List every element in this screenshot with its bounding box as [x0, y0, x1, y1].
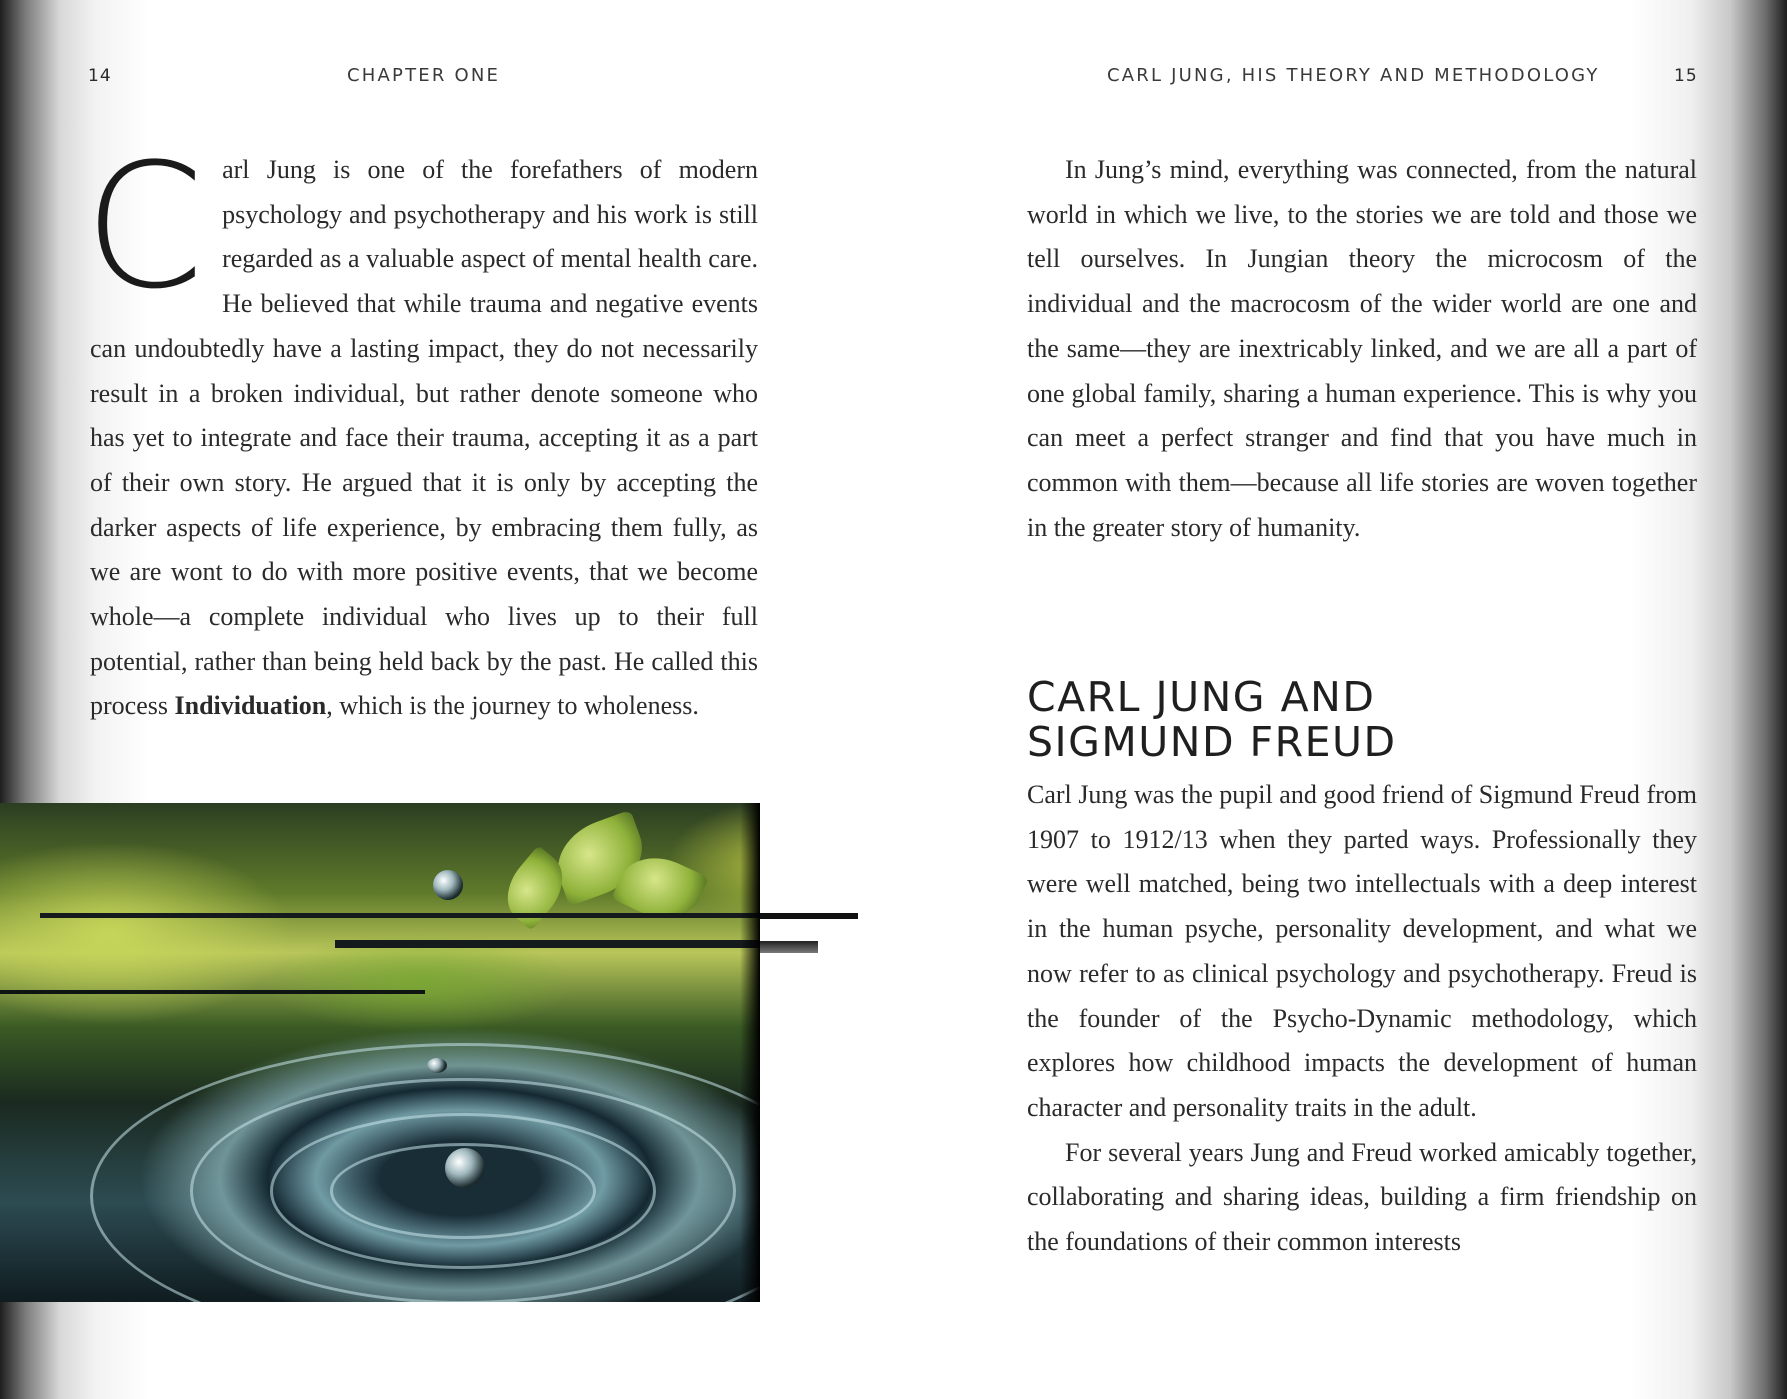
section-heading-line-2: SIGMUND FREUD — [1027, 718, 1397, 766]
water-drop — [445, 1148, 485, 1188]
water-drop — [427, 1058, 447, 1073]
drop-cap: C — [84, 126, 205, 327]
intro-paragraph — [84, 126, 758, 729]
running-head-right: CARL JUNG, HIS THEORY AND METHODOLOGY — [1107, 65, 1600, 86]
page-number-right: 15 — [1674, 66, 1698, 86]
water-drop — [433, 870, 463, 900]
intro-text-end: , which is the journey to wholeness. — [326, 691, 699, 721]
ripple-ring — [90, 1043, 760, 1302]
running-head-left: CHAPTER ONE — [347, 65, 501, 86]
water-droplet-photo — [0, 803, 760, 1302]
connection-paragraph: In Jung’s mind, everything was connected, from the natural world in which we live, to the stories we are told and those we tell ourselves. In Jungian theory the microcosm of the individual and the macrocosm of the wider world are one and the same—they are inextricably linked, and we are all a part of one global family, sharing a human experience. This is why you can meet a perfect stranger and find that you have much in common with them—because all life stories are woven together in the greater story of humanity. — [1027, 155, 1697, 542]
individuation-term: Individuation — [174, 691, 327, 721]
glitch-band — [335, 940, 760, 948]
right-top-text — [1027, 148, 1697, 550]
glitch-bar — [760, 941, 818, 953]
photo-edge — [740, 803, 760, 1302]
right-bottom-text — [1027, 773, 1697, 1265]
collaboration-paragraph: For several years Jung and Freud worked amicably together, collaborating and sharing ideas, building a firm friendship on the foundations of their common interests — [1027, 1137, 1697, 1257]
section-heading — [1027, 675, 1647, 765]
freud-paragraph: Carl Jung was the pupil and good friend of Sigmund Freud from 1907 to 1912/13 when they parted ways. Professionally they were well matched, being two intellectuals with a deep interest in the human psyche, personality development, and what we now refer to as clinical psychology and psychotherapy. Freud is the founder of the Psycho-Dynamic methodology, which explores how childhood impacts the development of human character and personality traits in the adult. — [1027, 780, 1697, 1122]
intro-text-start: arl Jung is one of the forefathers of modern psychology and psychotherapy and his work is still regarded as a valuable aspect of mental health care. He believed that while trauma and negative events can undoubtedly have a lasting impact, they do not necessarily result in a broken individual, but rather denote someone who has yet to integrate and face their trauma, accepting it as a part of their own story. He argued that it is only by accepting the darker aspects of life experience, by embracing them fully, as we are wont to do with more positive events, that we become whole—a complete individual who lives up to their full potential, rather than being held back by the past. He called this process — [90, 155, 758, 721]
glitch-band — [0, 990, 425, 994]
left-body-text — [84, 126, 758, 729]
section-heading-line-1: CARL JUNG AND — [1027, 673, 1376, 721]
glitch-bar — [760, 913, 858, 919]
page-number-left: 14 — [88, 66, 112, 86]
glitch-band — [40, 913, 760, 918]
